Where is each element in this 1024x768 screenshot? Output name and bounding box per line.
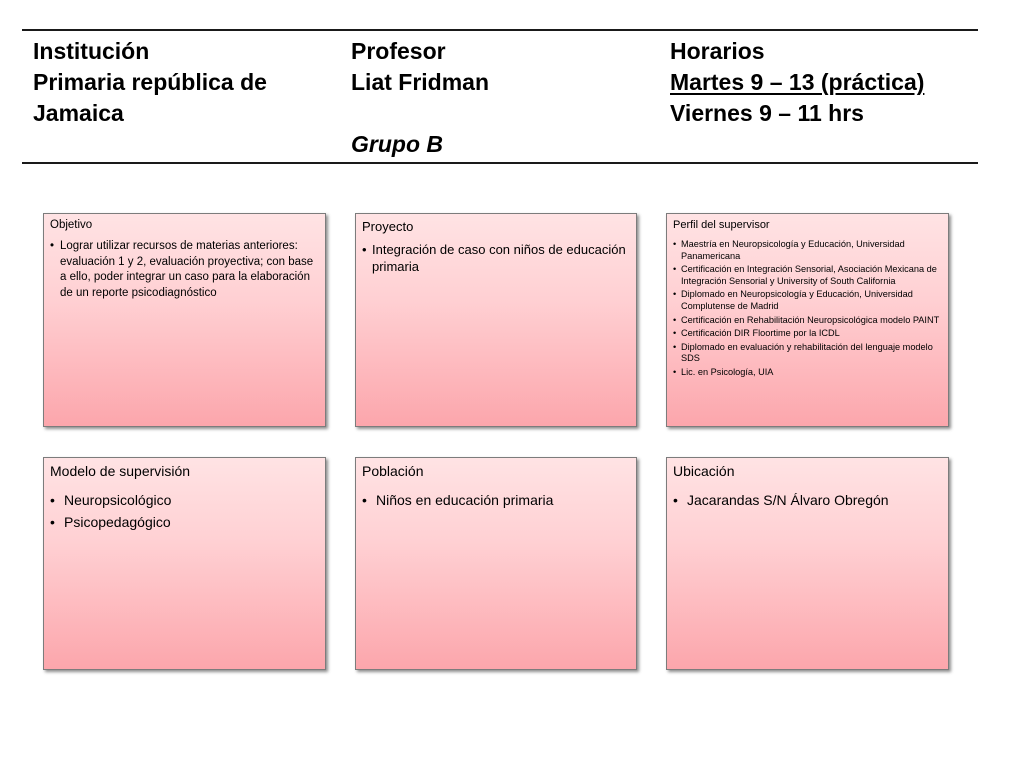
horarios-column — [670, 36, 970, 129]
horario-viernes: Viernes 9 – 11 hrs — [670, 100, 864, 126]
institucion-column — [33, 36, 333, 129]
institucion-label: Institución — [33, 38, 150, 64]
card-title: Modelo de supervisión — [50, 463, 191, 479]
list-item: • Diplomado en Neuropsicología y Educación, Universidad Complutense de Madrid — [673, 289, 942, 312]
proyecto-list — [362, 241, 630, 275]
card-title: Proyecto — [362, 219, 414, 234]
profesor-column — [351, 36, 651, 160]
list-item: • Niños en educación primaria — [362, 489, 630, 511]
list-item: • Certificación en Rehabilitación Neuropsicológica modelo PAINT — [673, 315, 942, 327]
list-item: • Neuropsicológico — [50, 489, 319, 511]
poblacion-list — [362, 489, 630, 511]
ubicacion-list — [673, 489, 942, 511]
institucion-line: Primaria república de — [33, 69, 267, 95]
profesor-name: Liat Fridman — [351, 69, 490, 95]
list-item: • Maestría en Neuropsicología y Educación, Universidad Panamericana — [673, 239, 942, 262]
objetivo-list — [50, 239, 319, 301]
card-title: Población — [362, 463, 424, 479]
profesor-label: Profesor — [351, 38, 446, 64]
spacer — [351, 98, 651, 129]
list-item: • Lic. en Psicología, UIA — [673, 367, 942, 379]
header-bottom-rule — [22, 162, 978, 164]
list-item: • Psicopedagógico — [50, 511, 319, 533]
list-item: • Lograr utilizar recursos de materias anteriores: evaluación 1 y 2, evaluación proyectiva; con base a ello, poder integrar un caso para la elaboración de un reporte psicodiagnóstico — [50, 239, 319, 301]
objetivo-card — [43, 213, 326, 427]
proyecto-card — [355, 213, 637, 427]
card-title: Objetivo — [50, 219, 93, 231]
card-title: Ubicación — [673, 463, 735, 479]
perfil-list — [673, 239, 942, 379]
list-item: • Certificación DIR Floortime por la ICDL — [673, 328, 942, 340]
list-item: • Jacarandas S/N Álvaro Obregón — [673, 489, 942, 511]
institucion-line: Jamaica — [33, 100, 124, 126]
modelo-list — [50, 489, 319, 533]
horarios-label: Horarios — [670, 38, 765, 64]
header-top-rule — [22, 29, 978, 31]
horario-martes: Martes 9 – 13 (práctica) — [670, 69, 925, 95]
grupo-label: Grupo B — [351, 131, 443, 157]
perfil-supervisor-card — [666, 213, 949, 427]
ubicacion-card — [666, 457, 949, 670]
card-title: Perfil del supervisor — [673, 219, 770, 231]
list-item: • Certificación en Integración Sensorial, Asociación Mexicana de Integración Sensorial y University of South California — [673, 264, 942, 287]
list-item: • Integración de caso con niños de educación primaria — [362, 241, 630, 275]
list-item: • Diplomado en evaluación y rehabilitación del lenguaje modelo SDS — [673, 342, 942, 365]
poblacion-card — [355, 457, 637, 670]
modelo-supervision-card — [43, 457, 326, 670]
